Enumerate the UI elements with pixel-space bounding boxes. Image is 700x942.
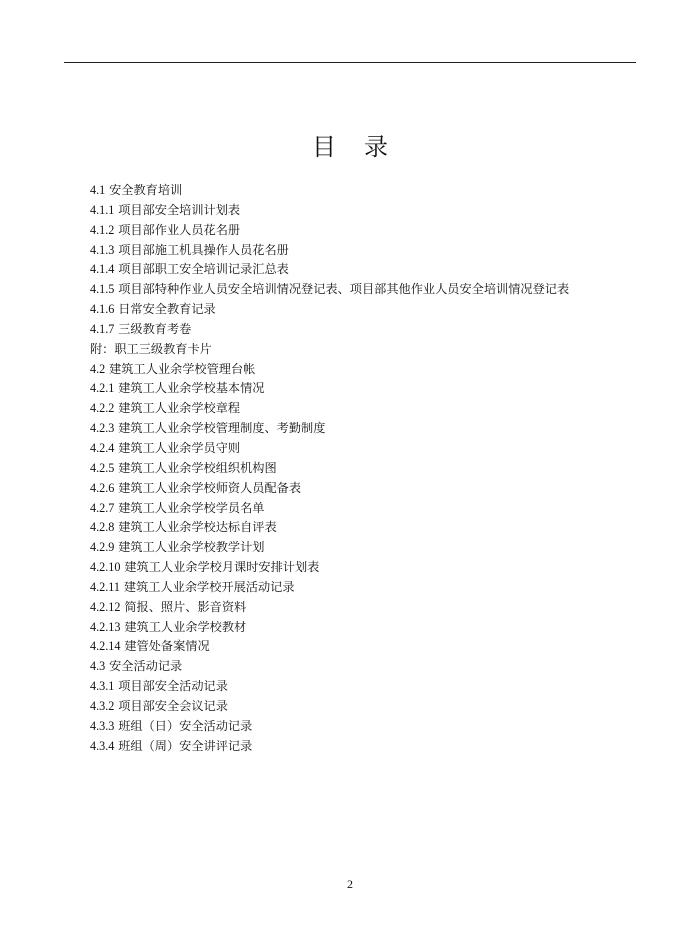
toc-entry — [90, 459, 650, 479]
toc-entry-title: 建筑工人业余学校开展活动记录 — [120, 579, 295, 594]
toc-entry — [90, 360, 650, 380]
toc-entry-title: 建筑工人业余学校基本情况 — [114, 381, 265, 396]
toc-entry-title: 项目部特种作业人员安全培训情况登记表、项目部其他作业人员安全培训情况登记表 — [114, 282, 570, 297]
toc-entry-title: 项目部安全会议记录 — [114, 698, 228, 713]
toc-entry — [90, 260, 650, 280]
toc-entry — [90, 181, 650, 201]
toc-entry-number: 4.2.10 — [90, 560, 121, 575]
toc-entry — [90, 598, 650, 618]
toc-entry-number: 4.2.8 — [90, 520, 115, 535]
toc-entry-title: 建筑工人业余学校管理台帐 — [105, 361, 256, 376]
toc-entry-number: 4.2 — [90, 361, 106, 376]
toc-entry-number: 4.2.12 — [90, 599, 121, 614]
toc-entry — [90, 618, 650, 638]
toc-entry-title: 建筑工人业余学校学员名单 — [114, 500, 265, 515]
toc-entry-number: 4.1.5 — [90, 282, 115, 297]
page-title: 目录 — [312, 133, 416, 161]
toc-entry — [90, 578, 650, 598]
toc-entry-title: 项目部职工安全培训记录汇总表 — [114, 262, 289, 277]
toc-entry — [90, 499, 650, 519]
toc-entry-title: 建筑工人业余学校教学计划 — [114, 540, 265, 555]
toc-entry-title: 建筑工人业余学校教材 — [120, 619, 247, 634]
toc-entry — [90, 399, 650, 419]
toc-entry-title: 项目部安全培训计划表 — [114, 202, 241, 217]
toc-entry-number: 4.1.3 — [90, 242, 115, 257]
toc-entry — [90, 657, 650, 677]
toc-entry-title: 建筑工人业余学校章程 — [114, 401, 241, 416]
toc-entry-title: 建筑工人业余学校达标自评表 — [114, 520, 277, 535]
toc-entry-title: 班组（周）安全讲评记录 — [114, 738, 253, 753]
toc-entry-number: 4.1.1 — [90, 202, 115, 217]
table-of-contents — [90, 181, 650, 756]
toc-entry-number: 4.2.11 — [90, 579, 121, 594]
toc-entry — [90, 479, 650, 499]
toc-entry-title: 安全教育培训 — [105, 183, 183, 197]
toc-entry-title: 建筑工人业余学校组织机构图 — [114, 460, 277, 475]
toc-entry — [90, 419, 650, 439]
toc-entry-number: 4.3.3 — [90, 718, 115, 733]
toc-entry-title: 项目部施工机具操作人员花名册 — [114, 242, 289, 257]
toc-entry-number: 4.2.9 — [90, 540, 115, 555]
toc-entry-number: 4.2.7 — [90, 500, 115, 515]
toc-entry — [90, 300, 650, 320]
toc-entry-title: 项目部作业人员花名册 — [114, 222, 241, 237]
toc-entry — [90, 737, 650, 757]
toc-entry — [90, 241, 650, 261]
page-number: 2 — [347, 877, 353, 891]
toc-entry-number: 4.2.6 — [90, 480, 115, 495]
toc-entry-number: 4.3.2 — [90, 698, 115, 713]
toc-entry-title: 建管处备案情况 — [120, 639, 210, 654]
toc-entry — [90, 280, 650, 300]
toc-entry-number: 4.2.13 — [90, 619, 121, 634]
toc-entry-number: 4.1.2 — [90, 222, 115, 237]
toc-entry — [90, 637, 650, 657]
toc-entry — [90, 201, 650, 221]
toc-entry — [90, 221, 650, 241]
toc-entry-title: 班组（日）安全活动记录 — [114, 718, 253, 733]
toc-entry-number: 4.2.5 — [90, 460, 115, 475]
toc-entry-number: 4.2.14 — [90, 639, 121, 654]
toc-entry — [90, 518, 650, 538]
toc-entry-number: 4.3.4 — [90, 738, 115, 753]
toc-entry-title: 日常安全教育记录 — [114, 302, 216, 317]
toc-entry — [90, 538, 650, 558]
toc-entry-title: 建筑工人业余学校师资人员配备表 — [114, 480, 302, 495]
toc-entry-number: 4.2.1 — [90, 381, 115, 396]
toc-entry-title: 三级教育考卷 — [114, 321, 192, 336]
toc-entry-title: 简报、照片、影音资料 — [120, 599, 247, 614]
toc-entry — [90, 697, 650, 717]
toc-entry — [90, 677, 650, 697]
toc-entry-title: 附：职工三级教育卡片 — [90, 341, 212, 356]
toc-entry-number: 4.1.4 — [90, 262, 115, 277]
toc-entry-title: 项目部安全活动记录 — [114, 679, 228, 694]
toc-entry-title: 安全活动记录 — [105, 659, 183, 674]
header-rule — [64, 62, 636, 63]
toc-entry-number: 4.2.3 — [90, 421, 115, 436]
toc-entry-number: 4.1 — [90, 183, 106, 197]
toc-entry-number: 4.1.7 — [90, 321, 115, 336]
toc-entry-title: 建筑工人业余学员守则 — [114, 440, 241, 455]
toc-entry-title: 建筑工人业余学校管理制度、考勤制度 — [114, 421, 326, 436]
toc-entry — [90, 717, 650, 737]
toc-entry-number: 4.2.2 — [90, 401, 115, 416]
toc-entry — [90, 439, 650, 459]
toc-entry-number: 4.3.1 — [90, 679, 115, 694]
toc-entry — [90, 379, 650, 399]
toc-entry — [90, 320, 650, 340]
toc-entry — [90, 340, 650, 360]
toc-entry-number: 4.1.6 — [90, 302, 115, 317]
toc-entry-title: 建筑工人业余学校月课时安排计划表 — [120, 560, 320, 575]
toc-entry-number: 4.2.4 — [90, 440, 115, 455]
toc-entry-number: 4.3 — [90, 659, 106, 674]
toc-entry — [90, 558, 650, 578]
